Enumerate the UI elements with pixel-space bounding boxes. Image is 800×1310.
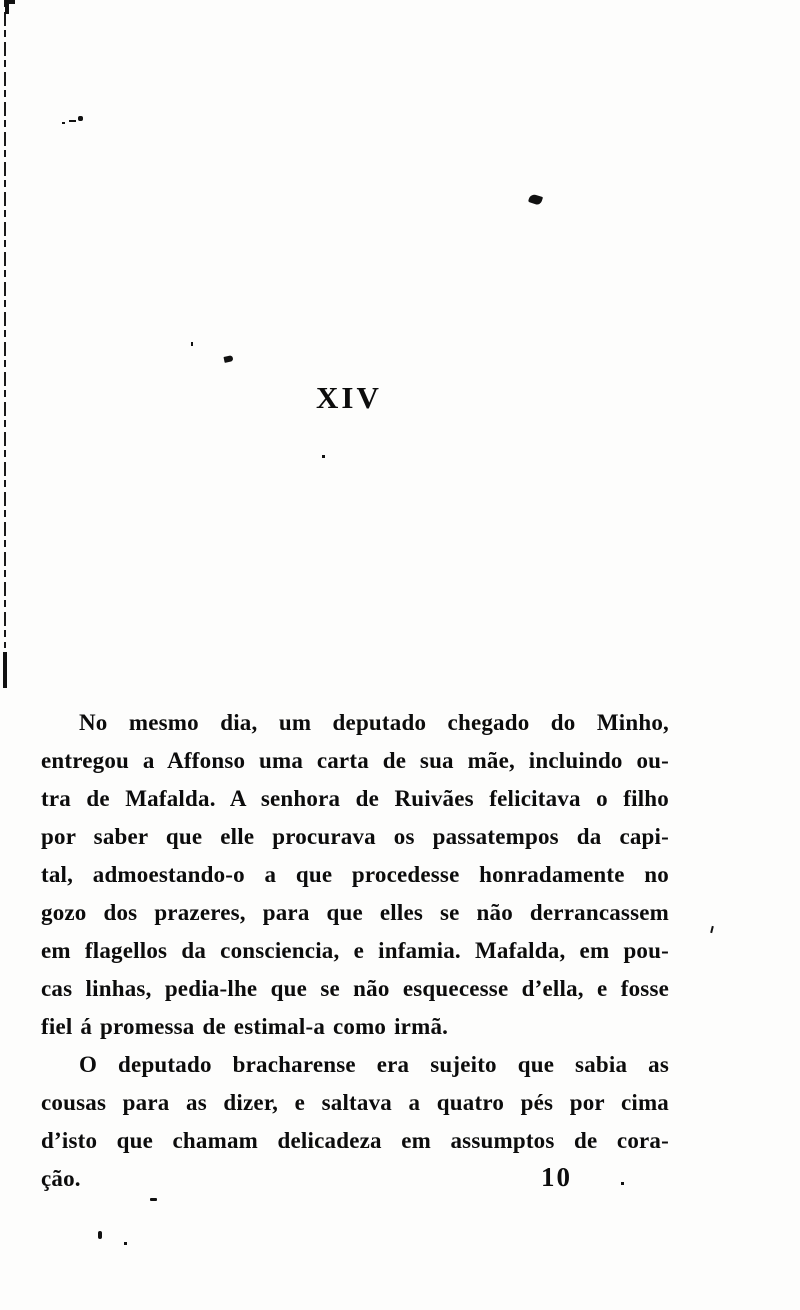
page-number: 10: [541, 1162, 572, 1192]
text-line: fiel á promessa de estimal-a como irmã.: [41, 1014, 449, 1039]
scan-speck: [69, 120, 76, 122]
scan-speck: [62, 122, 65, 124]
text-line: por saber que elle procurava os passatempos da capi-: [41, 824, 669, 849]
text-line: tra de Mafalda. A senhora de Ruivães felicitava o filho: [41, 786, 669, 811]
scan-speck: [322, 455, 325, 458]
text-line: O deputado bracharense era sujeito que sabia as: [79, 1052, 669, 1077]
paragraph: [41, 704, 669, 1046]
scan-speck: [124, 1242, 127, 1245]
chapter-heading: XIV: [316, 380, 382, 415]
body-text: [41, 704, 669, 1198]
text-line: em flagellos da consciencia, e infamia. Mafalda, em pou-: [41, 938, 669, 963]
text-line: tal, admoestando-o a que procedesse honradamente no: [41, 862, 669, 887]
text-line: No mesmo dia, um deputado chegado do Minho,: [79, 710, 669, 735]
text-line: d’isto que chamam delicadeza em assumptos de cora-: [41, 1128, 669, 1153]
ink-blot: [528, 193, 543, 206]
text-line: cousas para as dizer, e saltava a quatro pés por cima: [41, 1090, 669, 1115]
scan-edge-blob: [3, 652, 7, 688]
text-line: entregou a Affonso uma carta de sua mãe, incluindo ou-: [41, 748, 669, 773]
scan-speck: [98, 1231, 102, 1239]
scan-speck: [78, 116, 83, 121]
scan-speck: [150, 1198, 157, 1201]
scan-left-edge-line: [4, 0, 6, 648]
scan-speck: [191, 342, 193, 346]
paragraph: [41, 1046, 669, 1198]
ink-blot: [223, 355, 233, 363]
text-line: gozo dos prazeres, para que elles se não derrancassem: [41, 900, 669, 925]
scan-speck: [710, 926, 714, 933]
text-line: ção.: [41, 1166, 81, 1191]
scan-corner-mark: [5, 0, 9, 14]
text-line: cas linhas, pedia-lhe que se não esquecesse d’ella, e fosse: [41, 976, 669, 1001]
